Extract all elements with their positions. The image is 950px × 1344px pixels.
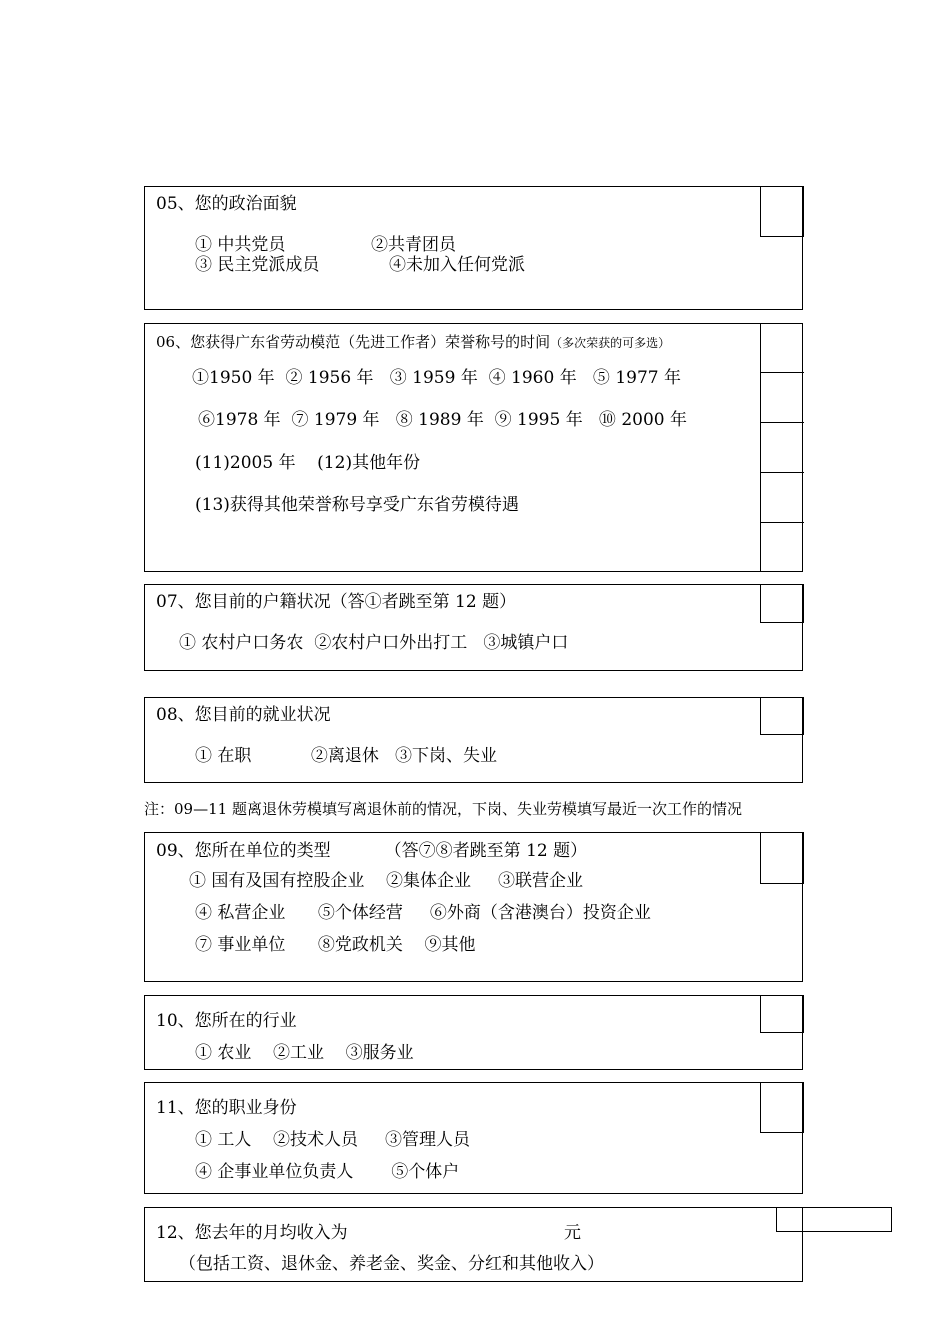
q12-income-input-box[interactable] xyxy=(776,1207,892,1232)
q06-options-row-2[interactable]: ⑥1978 年 ⑦ 1979 年 ⑧ 1989 年 ⑨ 1995 年 ⑩ 2000 年 xyxy=(198,410,687,430)
q07-options[interactable]: ① 农村户口务农 ②农村户口外出打工 ③城镇户口 xyxy=(179,633,569,653)
question-07 xyxy=(144,584,803,671)
question-10 xyxy=(144,995,803,1070)
q05-option-4[interactable]: ④未加入任何党派 xyxy=(389,255,525,275)
question-11 xyxy=(144,1082,803,1194)
q06-title xyxy=(156,332,670,353)
q09-title: 09、您所在单位的类型 （答⑦⑧者跳至第 12 题） xyxy=(156,841,588,861)
q08-options[interactable]: ① 在职 ②离退休 ③下岗、失业 xyxy=(195,746,498,766)
q12-unit: 元 xyxy=(564,1223,581,1243)
q06-options-row-4[interactable]: (13)获得其他荣誉称号享受广东省劳模待遇 xyxy=(195,495,519,515)
q06-title-main: 06、您获得广东省劳动模范（先进工作者）荣誉称号的时间 xyxy=(156,333,551,351)
question-09 xyxy=(144,832,803,982)
q06-options-row-1[interactable]: ①1950 年 ② 1956 年 ③ 1959 年 ④ 1960 年 ⑤ 1977 年 xyxy=(192,368,681,388)
question-05 xyxy=(144,186,803,310)
q06-answer-box[interactable] xyxy=(761,323,804,373)
q12-note: （包括工资、退休金、养老金、奖金、分红和其他收入） xyxy=(179,1254,604,1274)
q09-options-row-3[interactable]: ⑦ 事业单位 ⑧党政机关 ⑨其他 xyxy=(195,935,476,955)
q09-answer-box[interactable] xyxy=(760,832,804,884)
q05-option-1[interactable]: ① 中共党员 xyxy=(195,235,286,255)
q06-title-note: （多次荣获的可多选） xyxy=(550,336,671,350)
q10-answer-box[interactable] xyxy=(760,995,804,1033)
q05-answer-box[interactable] xyxy=(760,186,804,237)
q11-options-row-1[interactable]: ① 工人 ②技术人员 ③管理人员 xyxy=(195,1130,471,1150)
q12-title: 12、您去年的月均收入为 xyxy=(156,1223,348,1243)
q05-title: 05、您的政治面貌 xyxy=(156,194,297,214)
question-12 xyxy=(144,1207,803,1282)
q09-options-row-2[interactable]: ④ 私营企业 ⑤个体经营 ⑥外商（含港澳台）投资企业 xyxy=(195,903,651,923)
q09-options-row-1[interactable]: ① 国有及国有控股企业 ②集体企业 ③联营企业 xyxy=(189,871,584,891)
question-08 xyxy=(144,697,803,783)
q11-options-row-2[interactable]: ④ 企事业单位负责人 ⑤个体户 xyxy=(195,1162,460,1182)
q08-title: 08、您目前的就业状况 xyxy=(156,705,331,725)
q07-answer-box[interactable] xyxy=(760,584,804,623)
q10-options[interactable]: ① 农业 ②工业 ③服务业 xyxy=(195,1043,414,1063)
q11-title: 11、您的职业身份 xyxy=(156,1098,297,1118)
q06-answer-box[interactable] xyxy=(761,523,804,573)
q08-answer-box[interactable] xyxy=(760,697,804,735)
q06-options-row-3[interactable]: (11)2005 年 (12)其他年份 xyxy=(195,453,421,473)
q06-answer-boxes xyxy=(760,323,804,572)
q05-option-2[interactable]: ②共青团员 xyxy=(371,235,456,255)
q07-title: 07、您目前的户籍状况（答①者跳至第 12 题） xyxy=(156,592,517,612)
question-06 xyxy=(144,323,803,572)
q05-option-3[interactable]: ③ 民主党派成员 xyxy=(195,255,320,275)
q10-title: 10、您所在的行业 xyxy=(156,1011,297,1031)
instruction-note: 注：09—11 题离退休劳模填写离退休前的情况，下岗、失业劳模填写最近一次工作的情况 xyxy=(144,800,742,818)
q06-answer-box[interactable] xyxy=(761,373,804,423)
q06-answer-box[interactable] xyxy=(761,473,804,523)
q06-answer-box[interactable] xyxy=(761,423,804,473)
q11-answer-box[interactable] xyxy=(760,1082,804,1133)
